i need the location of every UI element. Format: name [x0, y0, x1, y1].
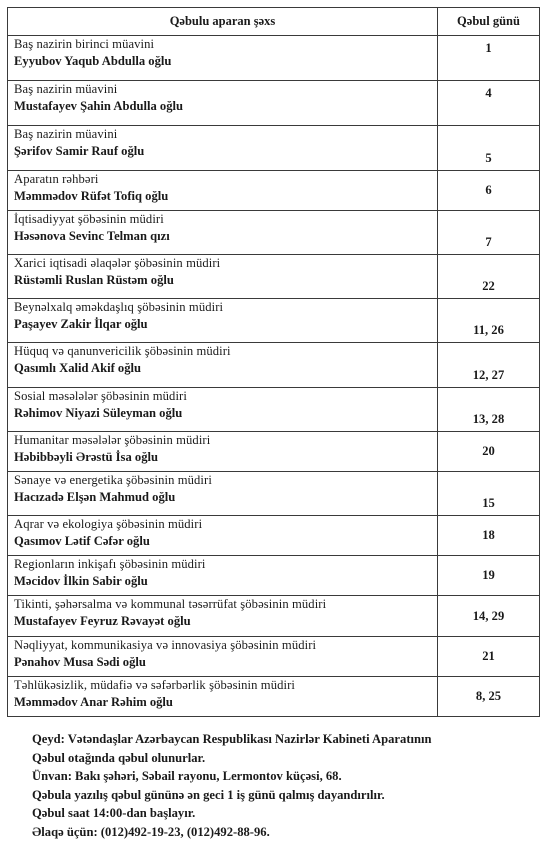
person-cell	[8, 36, 438, 81]
person-name: Qasımov Lətif Cəfər oğlu	[14, 534, 150, 549]
reception-day: 1	[438, 36, 540, 81]
table-row	[8, 471, 540, 515]
person-name: Mustafayev Şahin Abdulla oğlu	[14, 99, 184, 114]
person-name: Məmmədov Anar Rəhim oğlu	[14, 694, 173, 709]
person-name: Məmmədov Rüfət Tofiq oğlu	[14, 188, 169, 203]
person-name: Həbibbəyli Ərəstü İsa oğlu	[14, 449, 159, 464]
note-line: Qeyd: Vətəndaşlar Azərbaycan Respublikası Nazirlər Kabineti Aparatının	[32, 732, 432, 746]
person-cell	[8, 126, 438, 170]
person-cell	[8, 676, 438, 716]
position-title: Baş nazirin müavini	[14, 127, 118, 142]
note-time: Qəbul saat 14:00-dan başlayır.	[32, 806, 196, 821]
person-cell	[8, 636, 438, 676]
note-contact: Əlaqə üçün: (012)492-19-23, (012)492-88-96.	[32, 824, 270, 839]
person-name: Həsənova Sevinc Telman qızı	[14, 228, 170, 243]
schedule-table	[7, 7, 540, 717]
reception-day: 8, 25	[438, 676, 540, 716]
person-cell	[8, 299, 438, 343]
position-title: Baş nazirin müavini	[14, 82, 118, 97]
table-row	[8, 126, 540, 170]
person-cell	[8, 387, 438, 431]
table-row	[8, 596, 540, 636]
table-row	[8, 676, 540, 716]
person-cell	[8, 556, 438, 596]
schedule-rows	[8, 36, 540, 717]
position-title: Beynəlxalq əməkdaşlıq şöbəsinin müdiri	[14, 300, 224, 315]
note-address: Ünvan: Bakı şəhəri, Səbail rayonu, Lermontov küçəsi, 68.	[32, 769, 342, 784]
position-title: Baş nazirin birinci müavini	[14, 37, 155, 51]
reception-day: 13, 28	[438, 387, 540, 431]
table-row	[8, 254, 540, 298]
person-name: Eyyubov Yaqub Abdulla oğlu	[14, 54, 172, 68]
person-cell	[8, 254, 438, 298]
reception-schedule	[7, 7, 539, 842]
reception-day: 21	[438, 636, 540, 676]
person-cell	[8, 516, 438, 556]
table-row	[8, 387, 540, 431]
person-name: Mustafayev Feyruz Rəvayət oğlu	[14, 614, 191, 629]
person-name: Hacızadə Elşən Mahmud oğlu	[14, 489, 176, 504]
reception-day: 7	[438, 210, 540, 254]
person-cell	[8, 471, 438, 515]
position-title: Regionların inkişafı şöbəsinin müdiri	[14, 557, 206, 572]
note-line: Qəbul otağında qəbul olunurlar.	[32, 750, 206, 765]
position-title: Hüquq və qanunvericilik şöbəsinin müdiri	[14, 344, 231, 359]
note-line: Qəbula yazılış qəbul gününə ən geci 1 iş günü qalmış dayandırılır.	[32, 787, 385, 802]
reception-day: 20	[438, 431, 540, 471]
table-row	[8, 36, 540, 81]
table-row	[8, 431, 540, 471]
position-title: Aqrar və ekologiya şöbəsinin müdiri	[14, 517, 203, 532]
person-cell	[8, 170, 438, 210]
header-day: Qəbul günü	[438, 8, 540, 36]
table-row	[8, 210, 540, 254]
reception-day: 14, 29	[438, 596, 540, 636]
header-person: Qəbulu aparan şəxs	[8, 8, 438, 36]
reception-day: 18	[438, 516, 540, 556]
notes-block	[7, 730, 539, 842]
person-cell	[8, 210, 438, 254]
person-name: Şərifov Samir Rauf oğlu	[14, 144, 145, 159]
person-cell	[8, 431, 438, 471]
position-title: Nəqliyyat, kommunikasiya və innovasiya şöbəsinin müdiri	[14, 637, 317, 652]
table-row	[8, 170, 540, 210]
table-row	[8, 81, 540, 126]
person-cell	[8, 596, 438, 636]
position-title: Təhlükəsizlik, müdafiə və səfərbərlik şöbəsinin müdiri	[14, 677, 295, 692]
person-cell	[8, 343, 438, 387]
table-row	[8, 299, 540, 343]
reception-day: 22	[438, 254, 540, 298]
position-title: Tikinti, şəhərsalma və kommunal təsərrüfat şöbəsinin müdiri	[14, 597, 327, 612]
table-header-row	[8, 8, 540, 36]
reception-day: 6	[438, 170, 540, 210]
position-title: Sosial məsələlər şöbəsinin müdiri	[14, 388, 187, 403]
reception-day: 19	[438, 556, 540, 596]
table-row	[8, 516, 540, 556]
person-name: Qasımlı Xalid Akif oğlu	[14, 361, 142, 376]
reception-day: 4	[438, 81, 540, 126]
position-title: Aparatın rəhbəri	[14, 171, 99, 186]
person-name: Rüstəmli Ruslan Rüstəm oğlu	[14, 272, 174, 287]
table-row	[8, 343, 540, 387]
position-title: Sənaye və energetika şöbəsinin müdiri	[14, 472, 212, 487]
reception-day: 15	[438, 471, 540, 515]
position-title: Xarici iqtisadi əlaqələr şöbəsinin müdiri	[14, 255, 221, 270]
reception-day: 12, 27	[438, 343, 540, 387]
position-title: İqtisadiyyat şöbəsinin müdiri	[14, 211, 164, 226]
reception-day: 11, 26	[438, 299, 540, 343]
table-row	[8, 636, 540, 676]
table-row	[8, 556, 540, 596]
person-name: Rəhimov Niyazi Süleyman oğlu	[14, 405, 183, 420]
person-name: Paşayev Zakir İlqar oğlu	[14, 317, 148, 332]
person-cell	[8, 81, 438, 126]
person-name: Pənahov Musa Sədi oğlu	[14, 654, 146, 669]
position-title: Humanitar məsələlər şöbəsinin müdiri	[14, 432, 211, 447]
reception-day: 5	[438, 126, 540, 170]
person-name: Məcidov İlkin Sabir oğlu	[14, 574, 148, 589]
